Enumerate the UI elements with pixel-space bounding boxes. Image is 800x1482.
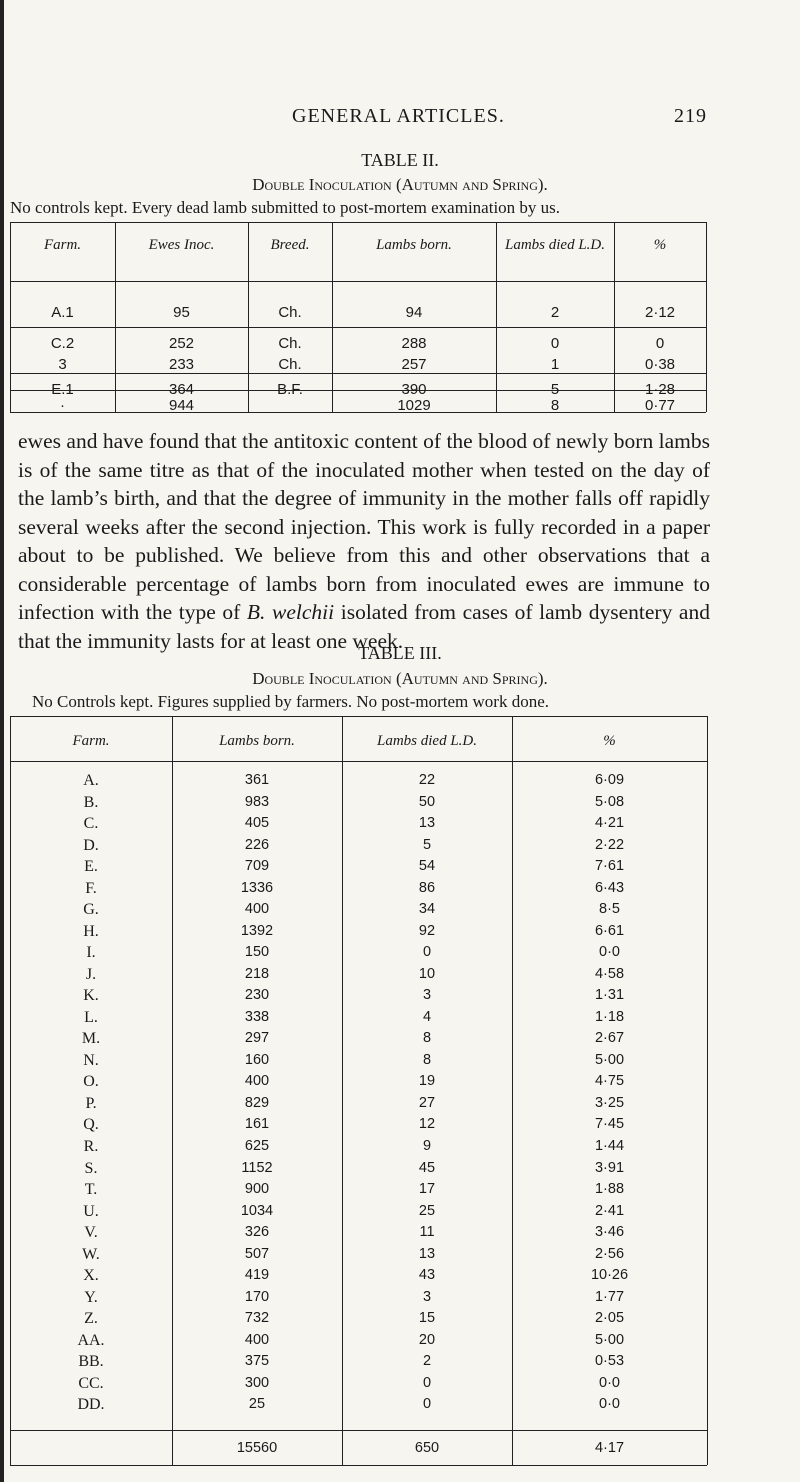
table3-cell: 1·88 bbox=[594, 1181, 625, 1198]
table2-cell: 257 bbox=[401, 356, 427, 373]
table3-cell: 13 bbox=[418, 1245, 436, 1262]
table3-cell: 5·08 bbox=[594, 793, 625, 810]
table3-cell: 1·31 bbox=[594, 987, 625, 1004]
table3-cell: 13 bbox=[418, 815, 436, 832]
table3-cell: L. bbox=[84, 1008, 98, 1026]
table2-cell: Ch. bbox=[278, 335, 302, 352]
table3-cell: 300 bbox=[244, 1374, 270, 1391]
table3-cell: 12 bbox=[418, 1116, 436, 1133]
table3-column-header: Lambs died L.D. bbox=[376, 733, 477, 749]
table2-subtitle: Double Inoculation (Autumn and Spring). bbox=[252, 175, 548, 194]
table3-cell: 2·56 bbox=[594, 1245, 625, 1262]
table2-cell: A.1 bbox=[51, 304, 74, 321]
table3-cell: U. bbox=[83, 1202, 99, 1220]
table3-cell: 1·18 bbox=[594, 1008, 625, 1025]
table2-cell: E.1 bbox=[51, 381, 74, 398]
table3-cell: BB. bbox=[78, 1353, 104, 1371]
paragraph-text: ewes and have found that the antitoxic content of the blood of newly born lambs is of the same titre as that of the inoculated mother when tested on the day of the lamb’s birth, and that the degree of immunity in the mother falls off rapidly several weeks after the second injection. This work is fully recorded in a paper about to be published. We believe from this and other observations that a considerable percentage of lambs born from inoculated ewes are immune to infection with the type of B. welchii isolated from cases of lamb dysentery and that the immunity lasts for at least one week. bbox=[18, 429, 710, 653]
binding-edge bbox=[0, 0, 4, 1482]
table3-cell: D. bbox=[83, 836, 99, 854]
table3-cell: 1336 bbox=[240, 879, 274, 896]
table2-cell: 364 bbox=[168, 381, 195, 398]
table2-cell: 5 bbox=[550, 381, 560, 398]
table2-column-header: Farm. bbox=[43, 237, 82, 253]
table2-cell: 233 bbox=[168, 356, 195, 373]
table3-cell: 3 bbox=[422, 1288, 432, 1305]
table3-cell: J. bbox=[85, 965, 97, 983]
table3-cell: V. bbox=[84, 1224, 98, 1242]
table3-total-cell: 650 bbox=[414, 1440, 440, 1456]
running-title: GENERAL ARTICLES. bbox=[292, 105, 505, 127]
table2-cell: B.F. bbox=[277, 381, 303, 398]
table3-cell: 400 bbox=[244, 901, 270, 918]
table3-cell: 1·77 bbox=[594, 1288, 625, 1305]
table3-cell: B. bbox=[83, 793, 99, 811]
table2-cell: 390 bbox=[401, 381, 427, 398]
table2-cell: 3 bbox=[58, 356, 67, 373]
table3-vrule bbox=[707, 716, 708, 1465]
table2-cell: 288 bbox=[401, 335, 427, 352]
table3-cell: 4 bbox=[422, 1008, 432, 1025]
table3-cell: N. bbox=[83, 1051, 99, 1069]
table2-vrule bbox=[706, 222, 707, 412]
table3-cell: 0·0 bbox=[599, 1396, 620, 1413]
table3-cell: 709 bbox=[244, 858, 270, 875]
table3-cell: 0 bbox=[422, 1396, 432, 1413]
table2-cell: 944 bbox=[168, 397, 195, 414]
table3-cell: 10 bbox=[418, 965, 436, 982]
table2-cell: · bbox=[60, 397, 65, 414]
table3-cell: Z. bbox=[84, 1310, 98, 1328]
table2-cell: 2 bbox=[550, 304, 560, 321]
table2-cell: 252 bbox=[168, 335, 195, 352]
table3-cell: A. bbox=[83, 772, 99, 789]
organism-name: B. welchii bbox=[246, 600, 335, 624]
table3-cell: 43 bbox=[418, 1267, 436, 1284]
table3-column-header: Lambs born. bbox=[219, 733, 295, 749]
table3-cell: 1152 bbox=[241, 1159, 273, 1176]
table3-cell: 9 bbox=[422, 1138, 432, 1154]
table3-cell: 8 bbox=[422, 1051, 432, 1068]
table3-cell: 160 bbox=[244, 1051, 270, 1068]
table3-cell: 86 bbox=[418, 879, 436, 896]
table2-cell: 8 bbox=[550, 397, 560, 414]
table3-cell: 19 bbox=[418, 1073, 436, 1090]
table3-cell: 161 bbox=[244, 1116, 270, 1133]
table2-cell: 1029 bbox=[397, 397, 431, 414]
table3-cell: 3·91 bbox=[594, 1159, 625, 1176]
table3-cell: 6·61 bbox=[594, 922, 625, 939]
table3-cell: 25 bbox=[418, 1202, 436, 1219]
table3-hrule bbox=[10, 716, 707, 717]
table3-cell: T. bbox=[84, 1181, 98, 1199]
table3-cell: 2·67 bbox=[594, 1030, 625, 1047]
table3-cell: 1034 bbox=[240, 1202, 274, 1219]
table3-cell: 3 bbox=[422, 987, 432, 1004]
table3-cell: 1·44 bbox=[594, 1138, 625, 1154]
table3-cell: S. bbox=[84, 1159, 98, 1177]
page-number: 219 bbox=[674, 105, 707, 127]
table3-cell: 2 bbox=[422, 1353, 432, 1370]
table3-cell: X. bbox=[83, 1267, 99, 1285]
table3-cell: 25 bbox=[248, 1396, 266, 1413]
table2-cell: 94 bbox=[405, 304, 423, 321]
table3-cell: 2·05 bbox=[594, 1310, 625, 1327]
table3-cell: 3·25 bbox=[594, 1094, 625, 1111]
table3-cell: P. bbox=[85, 1094, 97, 1112]
table2-column-header: Lambs born. bbox=[376, 237, 452, 253]
table3-cell: 170 bbox=[244, 1288, 270, 1305]
table3-cell: 92 bbox=[418, 922, 436, 939]
table2-cell: 0 bbox=[655, 335, 665, 352]
table3-cell: 297 bbox=[244, 1030, 270, 1047]
table3-cell: 361 bbox=[244, 772, 270, 788]
table3-cell: 54 bbox=[418, 858, 436, 875]
table3-cell: 625 bbox=[244, 1138, 270, 1154]
table3-cell: 0·53 bbox=[594, 1353, 625, 1370]
table3-cell: 27 bbox=[418, 1094, 436, 1111]
body-paragraph bbox=[18, 427, 710, 655]
table2-column-header: Ewes Inoc. bbox=[148, 237, 215, 253]
table3-cell: 230 bbox=[244, 987, 270, 1004]
table3-cell: W. bbox=[82, 1245, 100, 1263]
table2-column-header: % bbox=[653, 237, 667, 253]
table3-cell: 983 bbox=[244, 793, 270, 810]
table3-cell: 5 bbox=[422, 836, 432, 853]
table3-cell: 900 bbox=[244, 1181, 270, 1198]
table3-cell: 0 bbox=[422, 1374, 432, 1391]
table3-cell: 7·61 bbox=[594, 858, 625, 875]
table3-cell: 375 bbox=[244, 1353, 270, 1370]
table3-cell: 3·46 bbox=[594, 1224, 625, 1241]
table3-cell: F. bbox=[85, 879, 97, 897]
table3-cell: 732 bbox=[244, 1310, 270, 1327]
table3-cell: 4·75 bbox=[594, 1073, 625, 1090]
table3-cell: M. bbox=[81, 1030, 101, 1048]
table3-cell: 4·21 bbox=[594, 815, 625, 832]
table3-cell: 150 bbox=[244, 944, 270, 961]
table2-cell: 0·38 bbox=[644, 356, 676, 373]
table3-cell: 419 bbox=[244, 1267, 270, 1284]
table3-cell: AA. bbox=[77, 1331, 105, 1349]
table3-cell: 218 bbox=[244, 965, 270, 982]
table3-cell: 50 bbox=[418, 793, 436, 810]
table2-cell: 95 bbox=[173, 304, 190, 321]
table3-cell: 2·41 bbox=[594, 1202, 625, 1219]
table3-cell: 17 bbox=[418, 1181, 436, 1198]
table3-cell: 829 bbox=[244, 1094, 270, 1111]
table3-column-header: % bbox=[603, 733, 616, 749]
table3-cell: 8 bbox=[422, 1030, 432, 1047]
table3-cell: 226 bbox=[244, 836, 270, 853]
table2-cell: 0 bbox=[550, 335, 560, 352]
table3-cell: 2·22 bbox=[594, 836, 625, 853]
table3-cell: H. bbox=[83, 922, 99, 940]
table3-cell: 20 bbox=[418, 1331, 436, 1348]
table3-cell: 1392 bbox=[240, 922, 274, 939]
table3-cell: 6·43 bbox=[594, 879, 625, 896]
table3-cell: K. bbox=[83, 987, 99, 1005]
table3-cell: CC. bbox=[78, 1374, 104, 1392]
table3-title: TABLE III. bbox=[358, 643, 442, 663]
table3-cell: 0 bbox=[422, 944, 432, 961]
table3-cell: 338 bbox=[244, 1008, 270, 1025]
table3-total-cell: 4·17 bbox=[594, 1440, 625, 1456]
table3-cell: 15 bbox=[418, 1310, 436, 1327]
table3-cell: 507 bbox=[244, 1245, 270, 1262]
table3-cell: 5·00 bbox=[594, 1331, 625, 1348]
table3-cell: Q. bbox=[83, 1116, 99, 1134]
table3-column-header: Farm. bbox=[72, 733, 110, 749]
table2-note: No controls kept. Every dead lamb submitted to post-mortem examination by us. bbox=[10, 198, 561, 217]
table2-cell: C.2 bbox=[50, 335, 75, 352]
table3-cell: G. bbox=[83, 901, 99, 919]
table3-note: No Controls kept. Figures supplied by farmers. No post-mortem work done. bbox=[32, 692, 550, 711]
table3-total-cell: 15560 bbox=[236, 1440, 278, 1456]
table2-cell: Ch. bbox=[278, 356, 302, 373]
table2-cell: Ch. bbox=[278, 304, 302, 321]
table3-hrule bbox=[10, 761, 707, 762]
table2-title: TABLE II. bbox=[361, 150, 439, 170]
table3-cell: 0·0 bbox=[599, 1374, 620, 1391]
table2-column-header: Breed. bbox=[270, 237, 310, 253]
table3-cell: E. bbox=[84, 858, 98, 876]
table3-cell: 22 bbox=[418, 772, 436, 788]
table3-cell: 7·45 bbox=[594, 1116, 625, 1133]
table3-cell: 400 bbox=[244, 1073, 270, 1090]
table2-cell: 1·28 bbox=[644, 381, 676, 398]
table3-cell: C. bbox=[83, 815, 99, 833]
table3-cell: Y. bbox=[84, 1288, 98, 1306]
table3-cell: 400 bbox=[244, 1331, 270, 1348]
table2-cell: 1 bbox=[550, 356, 560, 373]
table3-cell: 0·0 bbox=[599, 944, 620, 961]
table3-cell: 11 bbox=[419, 1224, 435, 1241]
table3-cell: 34 bbox=[418, 901, 436, 918]
table3-cell: 326 bbox=[244, 1224, 270, 1241]
table3-cell: 8·5 bbox=[599, 901, 620, 918]
table3-cell: 10·26 bbox=[590, 1267, 629, 1284]
table3-cell: I. bbox=[86, 944, 96, 962]
table3-hrule bbox=[10, 1430, 707, 1431]
table3-hrule bbox=[10, 1465, 707, 1466]
table3-cell: DD. bbox=[77, 1396, 105, 1414]
table3-cell: 4·58 bbox=[594, 965, 625, 982]
table3-cell: R. bbox=[83, 1138, 99, 1155]
table3-cell: 6·09 bbox=[594, 772, 625, 788]
table3-cell: 5·00 bbox=[594, 1051, 625, 1068]
table3-cell: 405 bbox=[244, 815, 270, 832]
table3-subtitle: Double Inoculation (Autumn and Spring). bbox=[252, 669, 548, 688]
table2-column-header: Lambs died L.D. bbox=[504, 237, 605, 253]
table2-cell: 0·77 bbox=[644, 397, 676, 414]
table2-cell: 2·12 bbox=[644, 304, 676, 321]
table3-cell: 45 bbox=[418, 1159, 436, 1176]
table3-cell: O. bbox=[83, 1073, 99, 1091]
